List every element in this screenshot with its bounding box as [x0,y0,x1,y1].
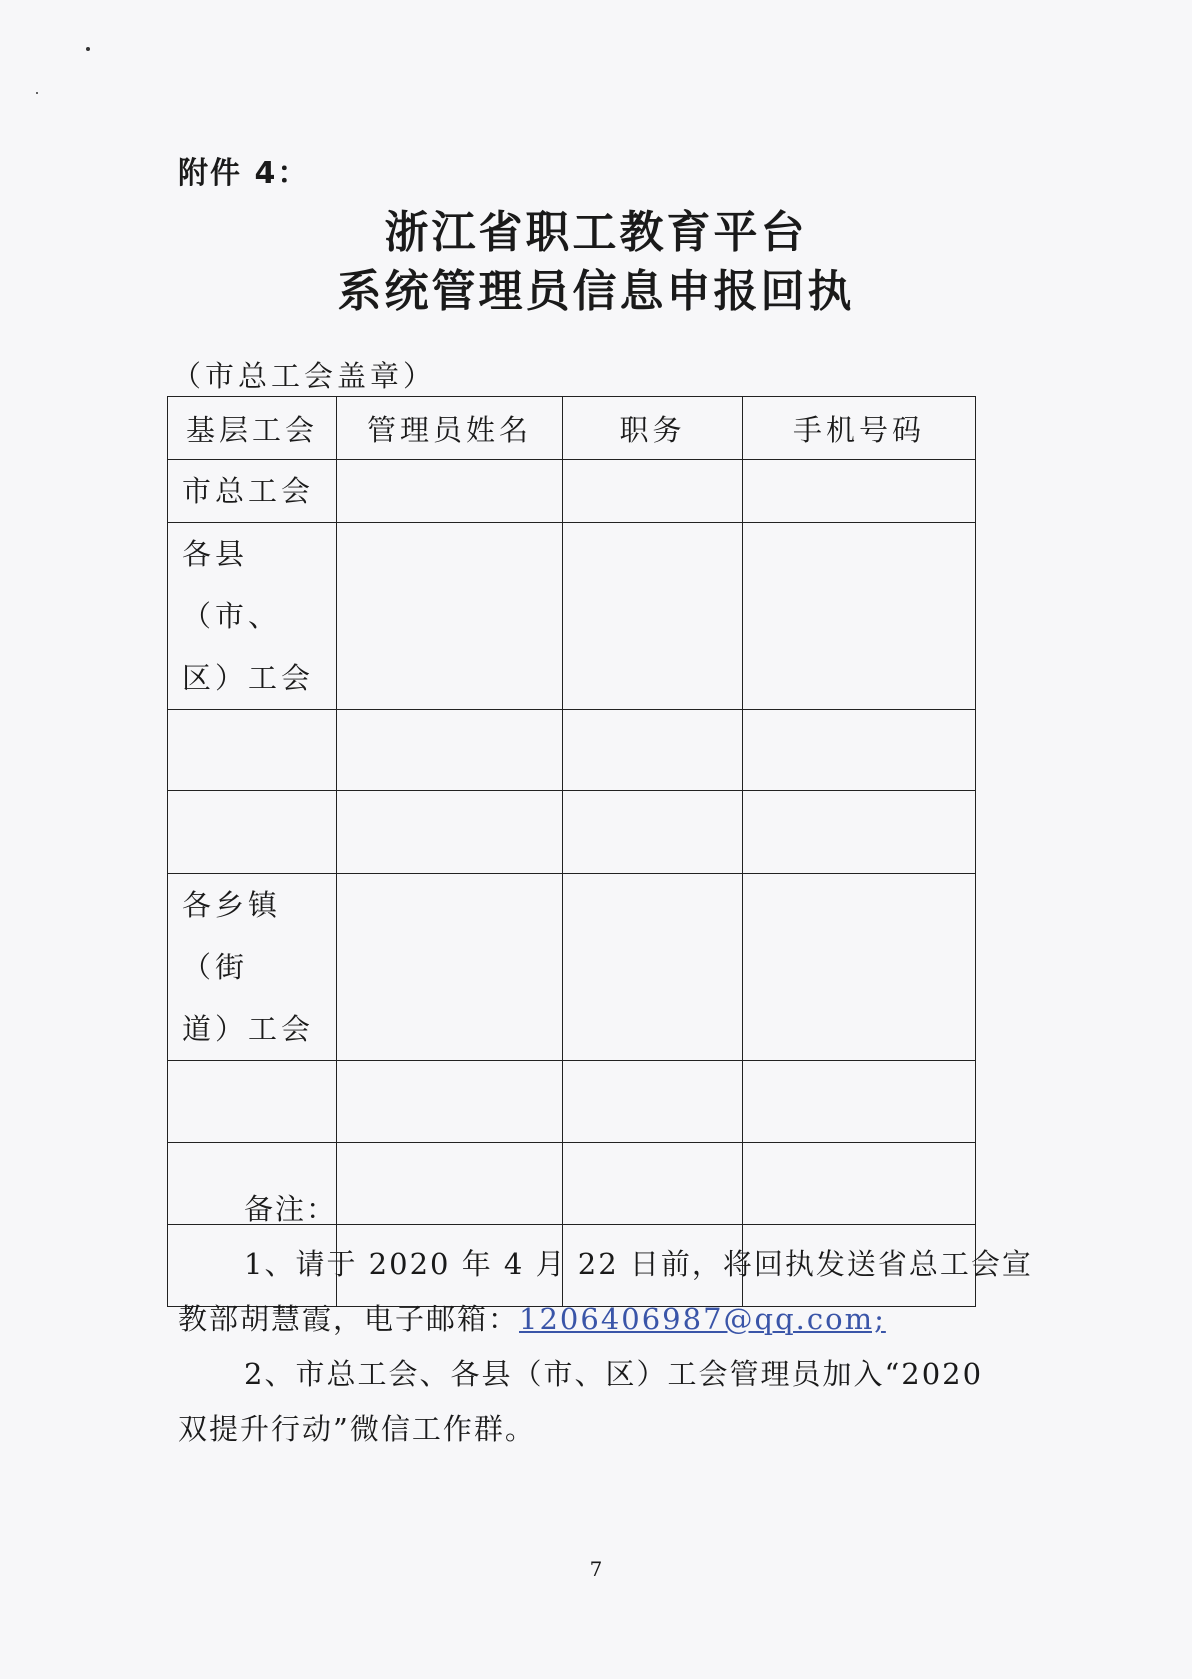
category-city-union: 市总工会 [168,460,337,523]
category-county-line1: 各县（市、 [182,537,282,633]
header-admin-name: 管理员姓名 [337,397,563,460]
table-cell[interactable] [563,1061,743,1143]
header-grassroots-union: 基层工会 [168,397,337,460]
table-row [168,523,976,710]
table-cell[interactable] [743,460,976,523]
table-cell[interactable] [168,1061,337,1143]
table-cell[interactable] [337,523,563,710]
table-row [168,874,976,1061]
scan-speck [86,47,90,51]
table-cell[interactable] [337,460,563,523]
table-cell[interactable] [743,874,976,1061]
table-header-row [168,397,976,460]
note-item-2-line1: 2、市总工会、各县（市、区）工会管理员加入“2020 [244,1357,984,1391]
table-cell[interactable] [743,523,976,710]
note-item-1-line2 [178,1297,1008,1338]
category-county-union [168,523,337,710]
category-town-union [168,874,337,1061]
page-number: 7 [589,1557,603,1581]
table-cell[interactable] [337,1061,563,1143]
scan-speck [36,92,38,94]
table-row [168,460,976,523]
note-item-1-line1: 1、请于 2020 年 4 月 22 日前，将回执发送省总工会宣 [244,1247,1033,1281]
table-cell[interactable] [337,791,563,874]
table-cell[interactable] [743,710,976,791]
document-title-line2: 系统管理员信息申报回执 [337,266,855,317]
table-cell[interactable] [337,874,563,1061]
category-county-line2: 区）工会 [182,661,315,695]
attachment-label: 附件 4： [178,156,310,191]
table-row [168,1061,976,1143]
table-row [168,791,976,874]
table-cell[interactable] [563,523,743,710]
table-cell[interactable] [563,710,743,791]
document-title-line1: 浙江省职工教育平台 [384,207,808,258]
table-cell[interactable] [563,460,743,523]
note-item-2-line2: 双提升行动”微信工作群。 [178,1412,536,1446]
email-link[interactable]: 1206406987@qq.com; [519,1302,886,1336]
table-row [168,710,976,791]
table-cell[interactable] [168,791,337,874]
category-town-line2: 道）工会 [182,1012,315,1046]
table-cell[interactable] [743,1061,976,1143]
header-position: 职务 [563,397,743,460]
table-cell[interactable] [168,710,337,791]
seal-note: （市总工会盖章） [172,359,437,393]
category-town-line1: 各乡镇（街 [182,888,282,984]
table-cell[interactable] [743,791,976,874]
table-cell[interactable] [563,874,743,1061]
notes-heading: 备注： [244,1192,338,1226]
note-item-1-prefix: 教部胡慧霞，电子邮箱： [178,1302,520,1336]
header-phone: 手机号码 [743,397,976,460]
table-cell[interactable] [563,791,743,874]
registration-table [167,396,976,1307]
table-cell[interactable] [337,710,563,791]
